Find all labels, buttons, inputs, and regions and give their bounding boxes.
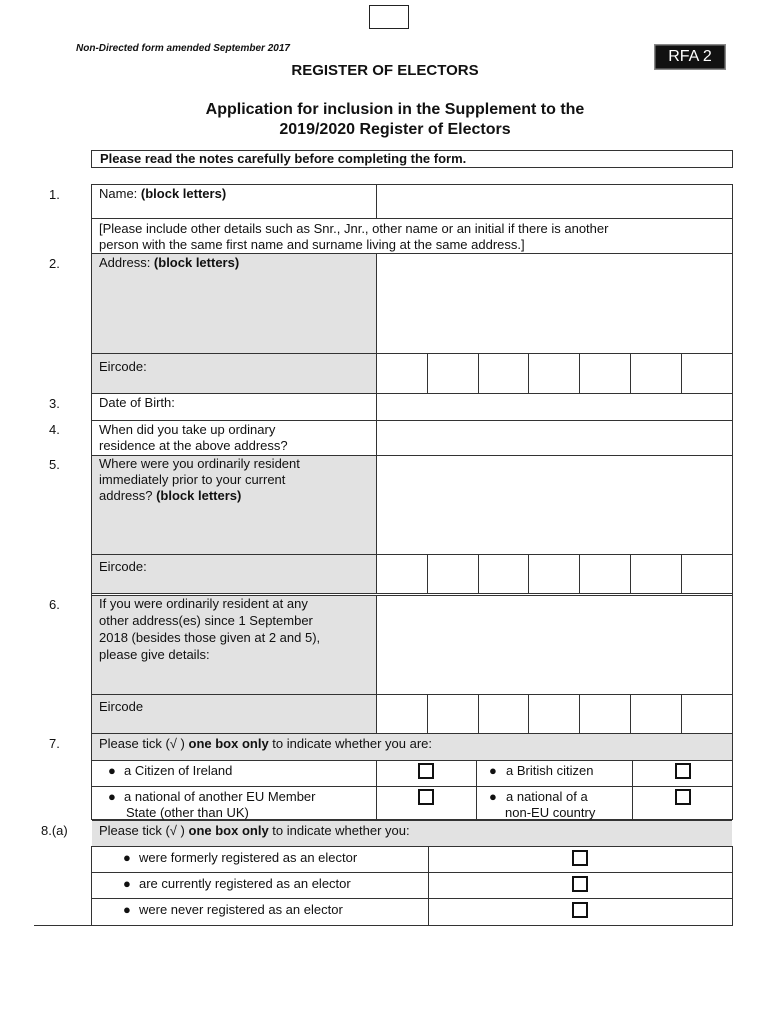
other-addresses-input[interactable] xyxy=(377,596,732,694)
opt-eu-line2: State (other than UK) xyxy=(126,805,249,820)
checkbox-british-citizen[interactable] xyxy=(675,763,691,779)
q8-instruction: Please tick (√ ) one box only to indicate whether you: xyxy=(99,823,410,838)
q5-eircode-label: Eircode: xyxy=(99,559,147,574)
checkbox-never-registered[interactable] xyxy=(572,902,588,918)
checkbox-citizen-ireland[interactable] xyxy=(418,763,434,779)
q2-number: 2. xyxy=(49,256,60,271)
amended-note: Non-Directed form amended September 2017 xyxy=(76,43,290,54)
checkbox-currently-registered[interactable] xyxy=(572,876,588,892)
subtitle-line2: 2019/2020 Register of Electors xyxy=(279,121,511,138)
form-badge: RFA 2 xyxy=(654,44,726,70)
opt-noneu-line1: a national of a xyxy=(506,789,588,804)
q3-number: 3. xyxy=(49,396,60,411)
opt-noneu-line2: non-EU country xyxy=(505,805,596,820)
bullet: ● xyxy=(123,876,131,891)
page-title: REGISTER OF ELECTORS xyxy=(291,62,479,79)
q1-note-line1: [Please include other details such as Snr., Jnr., other name or an initial if there is another xyxy=(99,221,609,236)
bullet: ● xyxy=(489,763,497,778)
q5-number: 5. xyxy=(49,457,60,472)
address-input[interactable] xyxy=(377,254,732,353)
q6-line2: other address(es) since 1 September xyxy=(99,613,313,628)
q7-instruction: Please tick (√ ) one box only to indicate whether you are: xyxy=(99,736,432,751)
name-input[interactable] xyxy=(377,185,732,218)
opt-ireland-label: a Citizen of Ireland xyxy=(124,763,233,778)
q3-label: Date of Birth: xyxy=(99,395,175,410)
checkbox-non-eu-national[interactable] xyxy=(675,789,691,805)
q1-number: 1. xyxy=(49,187,60,202)
q4-number: 4. xyxy=(49,422,60,437)
reference-box[interactable] xyxy=(369,5,409,29)
q5-line2: immediately prior to your current xyxy=(99,472,286,487)
q8-number: 8.(a) xyxy=(41,823,68,838)
bullet: ● xyxy=(108,789,116,804)
q6-eircode-label: Eircode xyxy=(99,699,144,714)
notes-banner: Please read the notes carefully before completing the form. xyxy=(91,150,733,168)
opt-currently-label: are currently registered as an elector xyxy=(139,876,351,891)
bullet: ● xyxy=(108,763,116,778)
checkbox-eu-national[interactable] xyxy=(418,789,434,805)
bullet: ● xyxy=(123,902,131,917)
bullet: ● xyxy=(489,789,497,804)
q2-eircode-label: Eircode: xyxy=(99,359,147,374)
opt-never-label: were never registered as an elector xyxy=(139,902,343,917)
bullet: ● xyxy=(123,850,131,865)
opt-eu-line1: a national of another EU Member xyxy=(124,789,316,804)
q4-line1: When did you take up ordinary xyxy=(99,422,276,437)
q5-line1: Where were you ordinarily resident xyxy=(99,456,300,471)
q6-line4: please give details: xyxy=(99,647,210,662)
q2-label: Address: (block letters) xyxy=(99,255,240,270)
dob-input[interactable] xyxy=(377,394,732,419)
q4-line2: residence at the above address? xyxy=(99,438,288,453)
opt-british-label: a British citizen xyxy=(506,763,594,778)
residence-date-input[interactable] xyxy=(377,421,732,454)
q5-eircode-boxes[interactable] xyxy=(377,555,732,593)
checkbox-formerly-registered[interactable] xyxy=(572,850,588,866)
q6-number: 6. xyxy=(49,597,60,612)
opt-formerly-label: were formerly registered as an elector xyxy=(139,850,358,865)
subtitle-line1: Application for inclusion in the Supplement to the xyxy=(205,101,585,118)
q1-label: Name: (block letters) xyxy=(99,186,227,201)
q7-number: 7. xyxy=(49,736,60,751)
q6-line1: If you were ordinarily resident at any xyxy=(99,596,308,611)
bottom-rule xyxy=(34,925,733,926)
q6-line3: 2018 (besides those given at 2 and 5), xyxy=(99,630,321,645)
q2-eircode-boxes[interactable] xyxy=(377,354,732,393)
q5-line3: address? (block letters) xyxy=(99,488,242,503)
q1-note-line2: person with the same first name and surname living at the same address.] xyxy=(99,237,525,252)
q6-eircode-boxes[interactable] xyxy=(377,695,732,733)
previous-address-input[interactable] xyxy=(377,456,732,554)
